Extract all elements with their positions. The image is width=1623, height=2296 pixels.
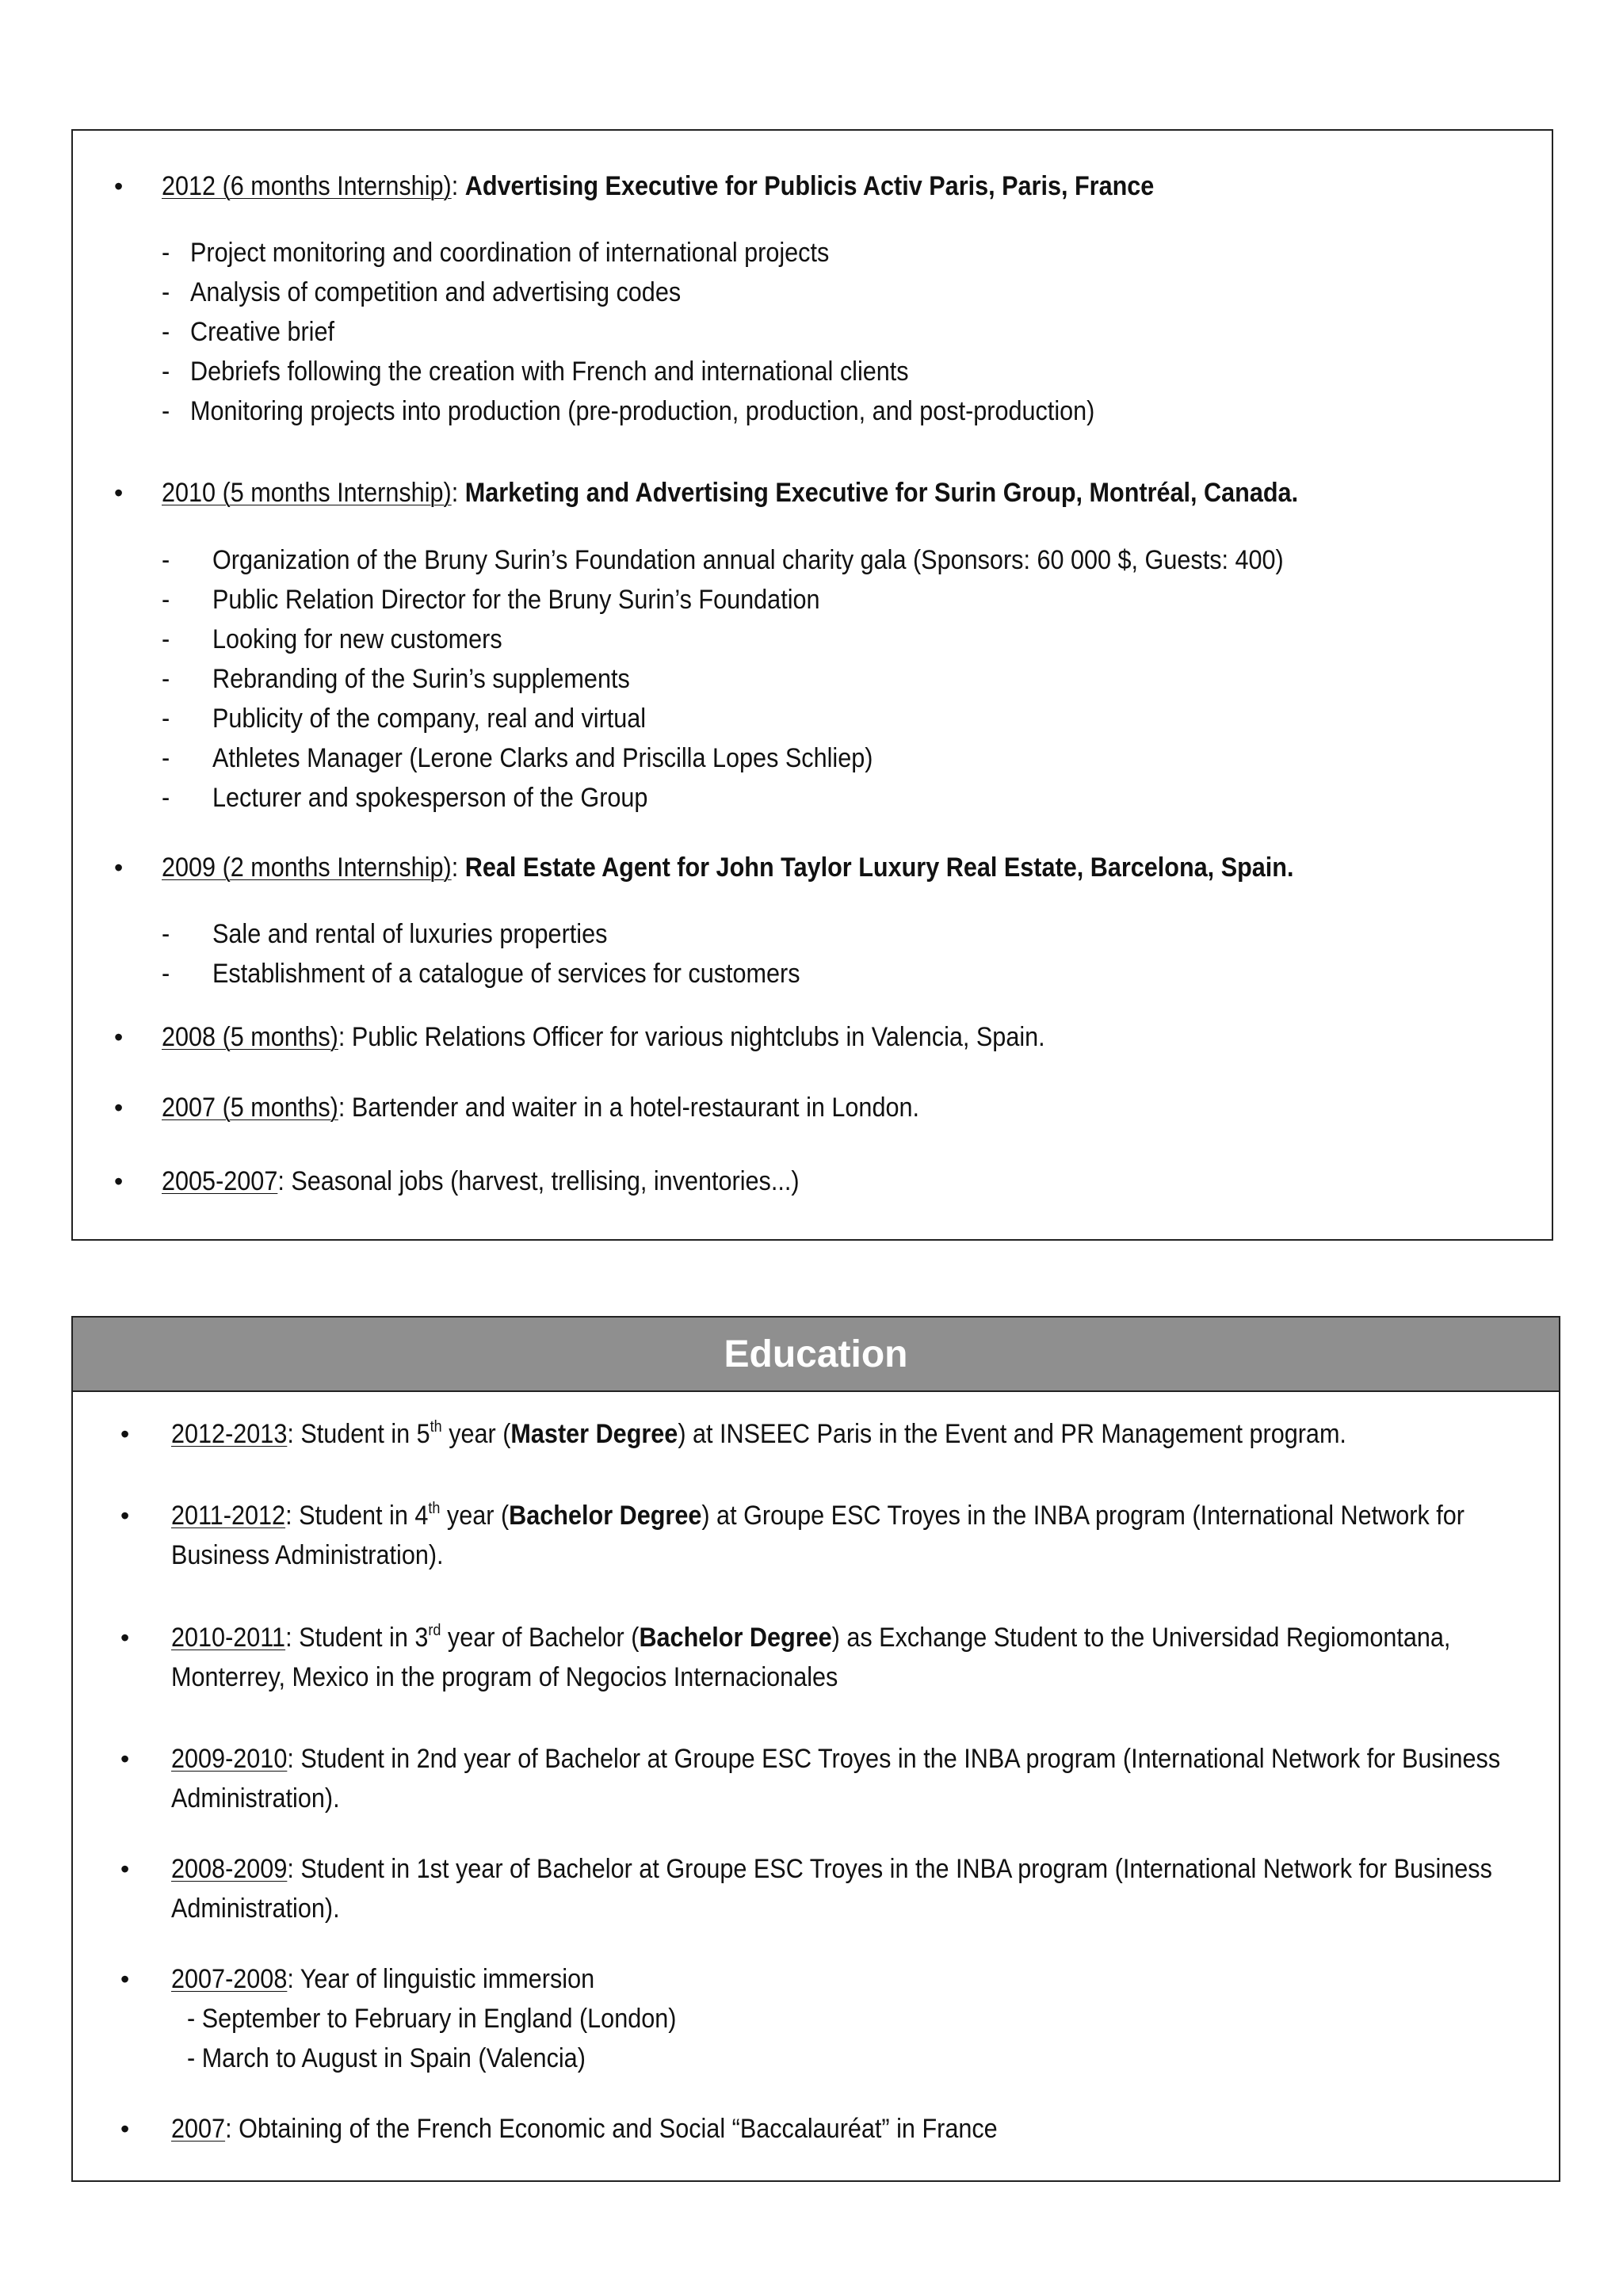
task: Debriefs following the creation with French and international clients xyxy=(190,357,909,387)
task: Publicity of the company, real and virtual xyxy=(212,704,647,734)
education-item-2: 2011-2012: Student in 4th year (Bachelor Degree) at Groupe ESC Troyes in the INBA program (International Network for xyxy=(171,1500,1465,1531)
experience-text: : Bartender and waiter in a hotel-restaurant in London. xyxy=(338,1093,919,1123)
task: Analysis of competition and advertising codes xyxy=(190,277,682,307)
task: Monitoring projects into production (pre-production, production, and post-production) xyxy=(190,396,1095,426)
task: Athletes Manager (Lerone Clarks and Priscilla Lopes Schliep) xyxy=(212,743,873,773)
bullet: • xyxy=(120,1965,130,1993)
experience-section: • 2012 (6 months Internship): Advertising Executive for Publicis Activ Paris, Paris, France - Project monitoring and coordination of international projects - Analysis of competition and advertising codes - Creative brief - Debriefs following the creation with French and international clients - Monitoring projects into production (pre-production, production, and post-production) • 2010 (5 months Internship): Marketing and Advertising Executive for Surin Group, Montréal, Canada. - Organization of the Bruny Surin’s Foundation annual charity gala (Sponsors: 60 000 $, Guests: 400) - Public Relation Director for the Bruny Surin’s Foundation - Looking for new customers - Rebranding of the Surin’s supplements - Publicity of the company, real and virtual - Athletes Manager (Lerone Clarks and Priscilla Lopes Schliep) - Lecturer and spokesperson of the Group • 2009 (2 months Internship): Real Estate Agent for John Taylor Luxury Real Estate, Barcelona, Spain. - Sale and rental of luxuries properties - Establishment of a catalogue of services for customers • 2008 (5 months): Public Relations Officer for various nightclubs in Valencia, Spain. • 2007 (5 months): Bartender and waiter in a hotel-restaurant in London. • 2005-2007: Seasonal jobs (harvest, trellising, inventories...) xyxy=(71,129,1553,1241)
task: Creative brief xyxy=(190,317,334,347)
experience-item-1: 2012 (6 months Internship): Advertising Executive for Publicis Activ Paris, Paris, France xyxy=(162,171,1155,201)
task: Sale and rental of luxuries properties xyxy=(212,919,608,949)
bullet: • xyxy=(120,1623,130,1652)
degree: Bachelor Degree xyxy=(509,1501,702,1531)
bullet: • xyxy=(114,1167,124,1196)
education-item-5: 2008-2009: Student in 1st year of Bachelor at Groupe ESC Troyes in the INBA program (International Network for Business xyxy=(171,1854,1492,1884)
bullet: • xyxy=(120,1501,130,1530)
task: Organization of the Bruny Surin’s Foundation annual charity gala (Sponsors: 60 000 $, Guests: 400) xyxy=(212,545,1284,575)
education-date: 2007-2008 xyxy=(171,1964,288,1994)
bullet: • xyxy=(114,853,124,882)
education-item-1: 2012-2013: Student in 5th year (Master Degree) at INSEEC Paris in the Event and PR Management program. xyxy=(171,1418,1346,1449)
experience-title: Marketing and Advertising Executive for Surin Group, Montréal, Canada. xyxy=(464,478,1299,508)
bullet: • xyxy=(114,1023,124,1051)
task: Project monitoring and coordination of international projects xyxy=(190,238,830,268)
bullet: • xyxy=(120,1420,130,1448)
experience-item-6 xyxy=(162,1165,800,1197)
experience-item-5 xyxy=(162,1092,919,1123)
education-date: 2009-2010 xyxy=(171,1744,288,1774)
bullet: • xyxy=(120,1745,130,1773)
experience-item-4 xyxy=(162,1021,1045,1053)
experience-text: : Public Relations Officer for various nightclubs in Valencia, Spain. xyxy=(338,1022,1045,1052)
bullet: • xyxy=(120,1855,130,1883)
experience-date: 2008 (5 months) xyxy=(162,1022,338,1052)
experience-title: Advertising Executive for Publicis Activ Paris, Paris, France xyxy=(464,171,1155,201)
education-section xyxy=(71,1316,1560,2182)
education-date: 2011-2012 xyxy=(171,1501,286,1531)
section-header: Education xyxy=(73,1318,1559,1392)
experience-title: Real Estate Agent for John Taylor Luxury Real Estate, Barcelona, Spain. xyxy=(464,852,1294,883)
bullet: • xyxy=(114,479,124,507)
task: Lecturer and spokesperson of the Group xyxy=(212,783,648,813)
experience-item-3: 2009 (2 months Internship): Real Estate Agent for John Taylor Luxury Real Estate, Barcelona, Spain. xyxy=(162,852,1294,883)
education-item-2-cont: Business Administration). xyxy=(171,1540,444,1570)
education-date: 2008-2009 xyxy=(171,1854,288,1884)
task: Rebranding of the Surin’s supplements xyxy=(212,664,630,694)
education-item-5-cont: Administration). xyxy=(171,1894,340,1924)
experience-date: 2005-2007 xyxy=(162,1166,278,1196)
education-item-4-cont: Administration). xyxy=(171,1783,340,1814)
experience-text: : Seasonal jobs (harvest, trellising, inventories...) xyxy=(277,1166,800,1196)
education-item-3-cont: Monterrey, Mexico in the program of Negocios Internacionales xyxy=(171,1662,838,1692)
task: Looking for new customers xyxy=(212,624,502,654)
degree: Master Degree xyxy=(510,1419,678,1449)
education-item-6-sub2: - March to August in Spain (Valencia) xyxy=(187,2043,586,2073)
degree: Bachelor Degree xyxy=(639,1623,832,1653)
education-date: 2007 xyxy=(171,2114,226,2144)
experience-date: 2009 (2 months Internship) xyxy=(162,852,452,883)
bullet: • xyxy=(114,1093,124,1122)
bullet: • xyxy=(120,2115,130,2143)
education-date: 2010-2011 xyxy=(171,1623,286,1653)
bullet: • xyxy=(114,172,124,200)
task: Public Relation Director for the Bruny Surin’s Foundation xyxy=(212,585,820,615)
experience-date: 2007 (5 months) xyxy=(162,1093,338,1123)
experience-date: 2012 (6 months Internship) xyxy=(162,171,452,201)
education-date: 2012-2013 xyxy=(171,1419,288,1449)
education-item-6: 2007-2008: Year of linguistic immersion xyxy=(171,1964,595,1994)
education-item-4: 2009-2010: Student in 2nd year of Bachelor at Groupe ESC Troyes in the INBA program (International Network for Business xyxy=(171,1744,1501,1774)
education-item-3: 2010-2011: Student in 3rd year of Bachelor (Bachelor Degree) as Exchange Student to the Universidad Regiomontana, xyxy=(171,1622,1451,1653)
experience-date: 2010 (5 months Internship) xyxy=(162,478,452,508)
task: Establishment of a catalogue of services for customers xyxy=(212,959,800,989)
education-item-6-sub1: - September to February in England (London) xyxy=(187,2004,677,2034)
education-item-7: 2007: Obtaining of the French Economic and Social “Baccalauréat” in France xyxy=(171,2114,998,2144)
experience-item-2: 2010 (5 months Internship): Marketing and Advertising Executive for Surin Group, Montréal, Canada. xyxy=(162,478,1299,508)
